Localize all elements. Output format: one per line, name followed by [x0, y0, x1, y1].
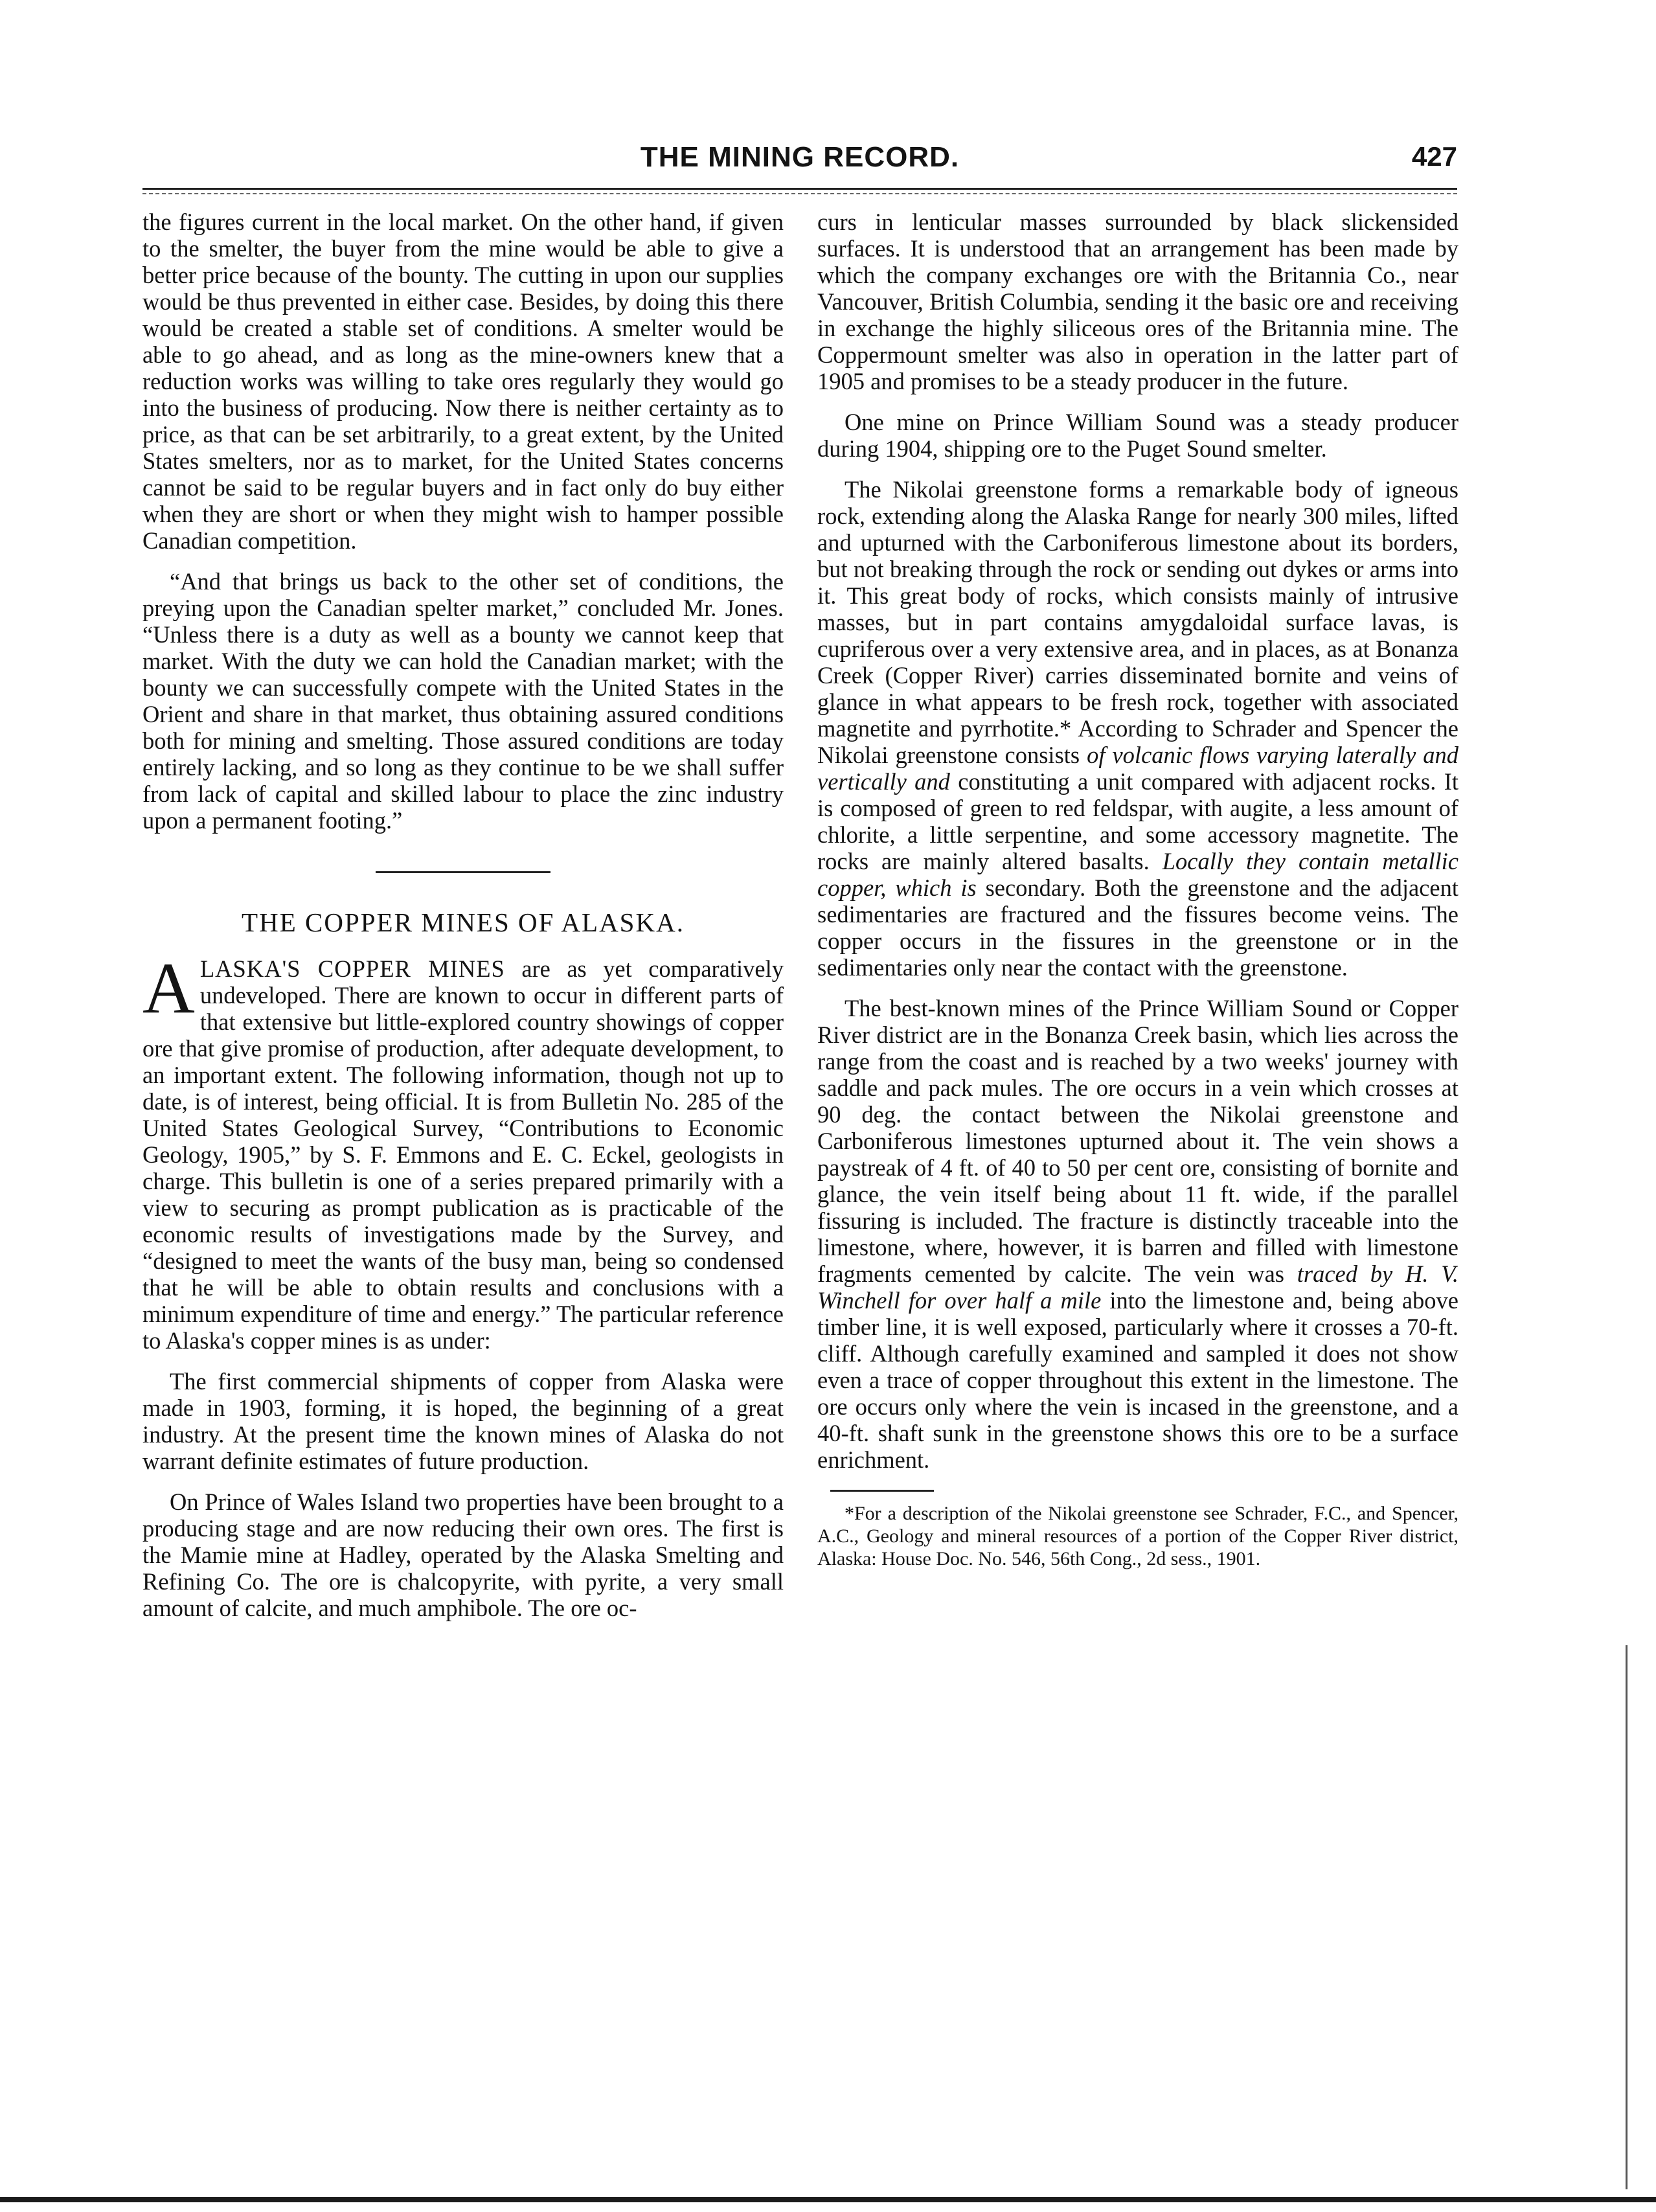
footnote: *For a description of the Nikolai greenstone see Schrader, F.C., and Spencer, A.C., Geology and mineral resources of a portion of the Copper River district, Alaska: House Doc. No. 546, 56th Cong., 2d sess., 1901. — [817, 1503, 1458, 1569]
header-rule-dashed — [142, 193, 1457, 194]
paragraph-text: into the limestone and, being above timber line, it is well exposed, particularly where it crosses a 70-ft. cliff. Although carefully examined and sampled it does not show even a trace of copper throughout this extent in the limestone. The ore occurs only where the vein is incased in the greenstone, and a 40-ft. shaft sunk in the greenstone shows this ore to be a surface enrichment. — [817, 1287, 1458, 1473]
paragraph — [817, 995, 1458, 1473]
paragraph: the figures current in the local market. On the other hand, if given to the smelter, the buyer from the mine would be able to give a better price because of the bounty. The cutting in upon our supplies would be thus prevented in either case. Besides, by doing this there would be created a stable set of conditions. A smelter would be able to go ahead, and as long as the mine-owners knew that a reduction works was willing to take ores regularly they would go into the business of producing. Now there is neither certainty as to price, as that can be set arbitrarily, to a great extent, by the United States smelters, nor as to market, for the United States concerns cannot be said to be regular buyers and in fact only do buy either when they are short or when they might wish to hamper possible Canadian competition. — [142, 209, 784, 554]
scan-bottom-border — [0, 2197, 1656, 2202]
header-rule — [142, 188, 1457, 190]
paragraph-text: The best-known mines of the Prince William Sound or Copper River district are in the Bonanza Creek basin, which lies across the range from the coast and is reached by a two weeks' journey with saddle and pack mules. The ore occurs in a vein which crosses at 90 deg. the contact between the Nikolai greenstone and Carboniferous limestones upturned about it. The vein shows a paystreak of 4 ft. of 40 to 50 per cent ore, consisting of bornite and glance, the vein itself being about 11 ft. wide, if the parallel fissuring is included. The fracture is distinctly traceable into the limestone, where, however, it is barren and filled with limestone fragments cemented by calcite. The vein was — [817, 995, 1458, 1287]
paragraph: “And that brings us back to the other set of conditions, the preying upon the Canadian spelter market,” concluded Mr. Jones. “Unless there is a duty as well as a bounty we cannot keep that market. With the duty we can hold the Canadian market; with the bounty we can successfully compete with the United States in the Orient and share in that market, thus obtaining assured conditions both for mining and smelting. Those assured conditions are today entirely lacking, and so long as they continue to be we shall suffer from lack of capital and skilled labour to place the zinc industry upon a permanent footing.” — [142, 568, 784, 834]
running-head — [142, 141, 1457, 180]
italic-text: of volcanic flows varying laterally and vertically and — [817, 742, 1458, 795]
paragraph: One mine on Prince William Sound was a steady producer during 1904, shipping ore to the Puget Sound smelter. — [817, 409, 1458, 462]
lead-paragraph — [142, 948, 784, 1354]
paragraph — [817, 476, 1458, 981]
paragraph: The first commercial shipments of copper from Alaska were made in 1903, forming, it is hoped, the beginning of a great industry. At the present time the known mines of Alaska do not warrant definite estimates of future production. — [142, 1368, 784, 1474]
scan-edge-line — [1626, 1645, 1628, 2189]
paragraph-text: The Nikolai greenstone forms a remarkable body of igneous rock, extending along the Alaska Range for nearly 300 miles, lifted and upturned with the Carboniferous limestone about its borders, but not breaking through the rock or sending out dykes or arms into it. This great body of rocks, which consists mainly of intrusive masses, but in part contains amygdaloidal surface lavas, is cupriferous over a very extensive area, and in places, as at Bonanza Creek (Copper River) carries disseminated bornite and veins of glance in what appears to be fresh rock, together with associated magnetite and pyrrhotite.* According to Schrader and Spencer the Nikolai greenstone consists — [817, 476, 1458, 768]
footnote-divider — [830, 1490, 934, 1492]
section-divider — [376, 871, 550, 873]
paragraph: On Prince of Wales Island two properties have been brought to a producing stage and are now reducing their own ores. The first is the Mamie mine at Hadley, operated by the Alaska Smelting and Refining Co. The ore is chalcopyrite, with pyrite, a very small amount of calcite, and much amphibole. The ore oc- — [142, 1488, 784, 1621]
page-number: 427 — [1411, 141, 1457, 172]
paragraph: curs in lenticular masses surrounded by black slickensided surfaces. It is understood that an arrangement has been made by which the company exchanges ore with the Britannia Co., near Vancouver, British Columbia, sending it the basic ore and receiving in exchange the highly siliceous ores of the Britannia mine. The Coppermount smelter was also in operation in the latter part of 1905 and promises to be a steady producer in the future. — [817, 209, 1458, 394]
left-column — [142, 209, 784, 1621]
lead-paragraph-text: are as yet comparatively undeveloped. There are known to occur in different parts of that extensive but little-explored country showings of copper ore that give promise of production, after adequate development, to an important extent. The following information, though not up to date, is of interest, being official. It is from Bulletin No. 285 of the United States Geological Survey, “Contributions to Economic Geology, 1905,” by S. F. Emmons and E. C. Eckel, geologists in charge. This bulletin is one of a series prepared primarily with a view to securing as prompt publication as is practicable of the economic results of investigations made by the Survey, and “designed to meet the wants of the busy man, being so condensed that he will be able to obtain results and conclusions with a minimum expenditure of time and energy.” The particular reference to Alaska's copper mines is as under: — [142, 955, 784, 1354]
lead-words: LASKA'S COPPER MINES — [199, 955, 505, 982]
right-column — [817, 209, 1458, 1570]
paragraph-text: constituting a unit compared with adjacent rocks. It is composed of green to red feldspar, with augite, a less amount of chlorite, a little serpentine, and some accessory magnetite. The rocks are mainly altered basalts. — [817, 768, 1458, 874]
italic-text: Locally they contain metallic copper, which is — [817, 848, 1458, 901]
drop-cap: A — [142, 948, 195, 1029]
journal-title: THE MINING RECORD. — [640, 141, 960, 173]
italic-text: traced by H. V. Winchell for over half a mile — [817, 1260, 1458, 1314]
paragraph-text: secondary. Both the greenstone and the adjacent sedimentaries are fractured and the fissures become veins. The copper occurs in the fissures in the greenstone or in the sedimentaries only near the contact with the greenstone. — [817, 874, 1458, 981]
section-title: THE COPPER MINES OF ALASKA. — [242, 907, 685, 937]
